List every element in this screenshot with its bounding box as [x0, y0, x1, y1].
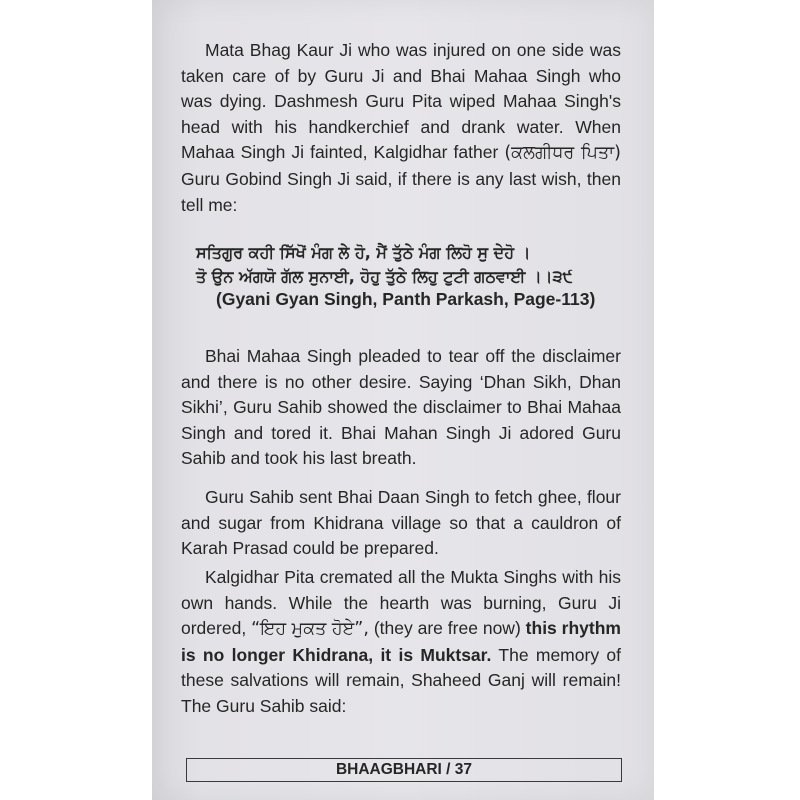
paragraph-1: [181, 38, 621, 218]
paragraph-4-punjabi: “ਇਹ ਮੁਕਤ ਹੋਏ”,: [251, 619, 369, 640]
paragraph-2: [181, 344, 621, 472]
paragraph-4-end: The memory of these salvations will remain, Shaheed Ganj will remain! The Guru Sahib said:: [181, 644, 621, 716]
paragraph-2-text: Bhai Mahaa Singh pleaded to tear off the disclaimer and there is no other desire. Saying ‘Dhan Sikh, Dhan Sikhi’, Guru Sahib showed the disclaimer to Bhai Mahaa Singh and tored it. Bhai Mahan Singh Ji adored Guru Sahib and took his last breath.: [181, 346, 621, 469]
paragraph-1-tail: Guru Gobind Singh Ji said, if there is any last wish, then tell me:: [181, 168, 621, 215]
paragraph-1-punjabi: (ਕਲਗੀਧਰ ਪਿਤਾ): [504, 143, 621, 164]
verse-line-1: ਸਤਿਗੁਰ ਕਹੀ ਸਿੱਖੋਂ ਮੰਗ ਲੇ ਹੋ, ਮੈਂ ਤੁੱਠੇ ਮੰਗ ਲਿਹੋ ਸੁ ਦੇਹੋ ।: [196, 243, 531, 262]
paragraph-4: [181, 565, 621, 720]
paragraph-4-bold: this rhythm is no longer Khidrana, it is Muktsar.: [181, 618, 621, 665]
paragraph-3-text: Guru Sahib sent Bhai Daan Singh to fetch ghee, flour and sugar from Khidrana village so that a cauldron of Karah Prasad could be prepared.: [181, 487, 621, 559]
paragraph-4-mid: (they are free now): [373, 618, 521, 639]
verse-citation: (Gyani Gyan Singh, Panth Parkash, Page-113): [216, 289, 596, 309]
paragraph-1-text: Mata Bhag Kaur Ji who was injured on one side was taken care of by Guru Ji and Bhai Mahaa Singh who was dying. Dashmesh Guru Pita wiped Mahaa Singh's head with his handkerchief and drank water. When Mahaa Singh Ji fainted, Kalgidhar father: [181, 40, 621, 163]
paragraph-3: [181, 485, 621, 562]
verse-line-2: ਤੋ ਉਨ ਅੱਗਯੋ ਗੱਲ ਸੁਨਾਈ, ਹੋਹੁ ਤੁੱਠੇ ਲਿਹੁ ਟੁਟੀ ਗਠਵਾਈ ।।੩੯: [196, 267, 573, 286]
paragraph-4-start: Kalgidhar Pita cremated all the Mukta Singhs with his own hands. While the hearth was burning, Guru Ji ordered,: [181, 567, 621, 639]
page-footer: BHAAGBHARI / 37: [186, 758, 622, 782]
